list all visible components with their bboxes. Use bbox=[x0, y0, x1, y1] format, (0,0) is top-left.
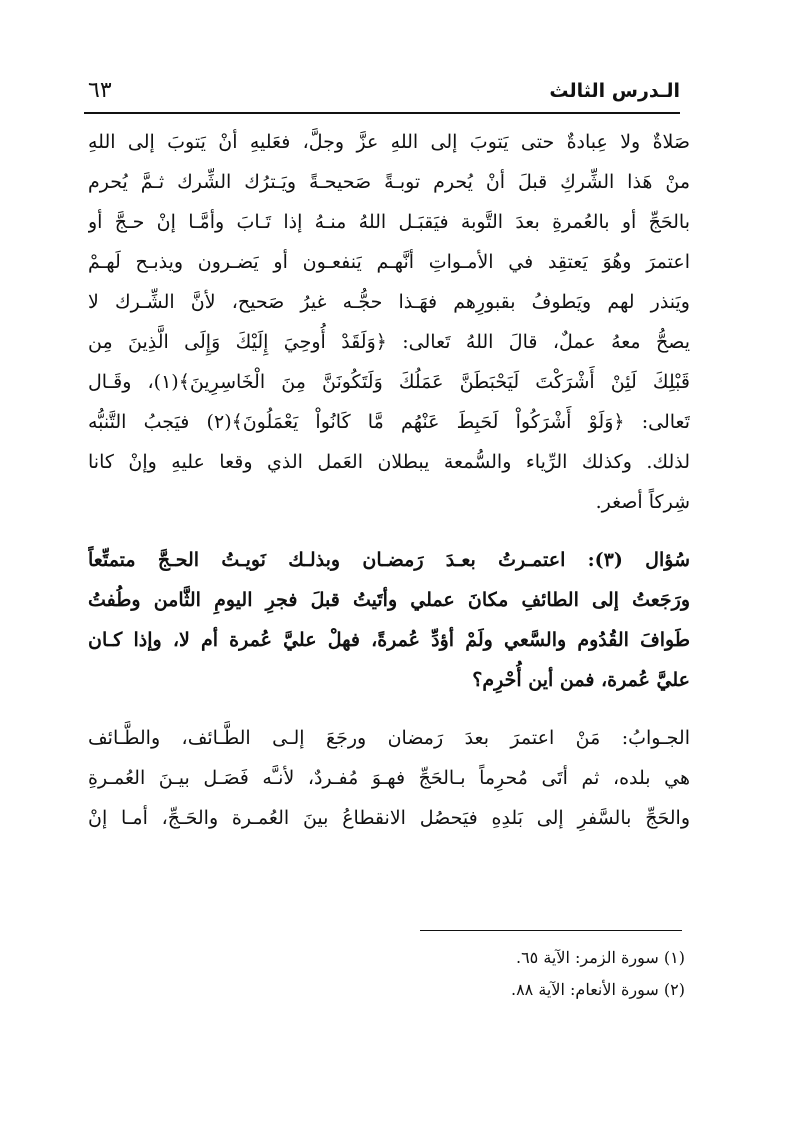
text-line: اعتمرَ وهُوَ يَعتقِد في الأمـواتِ أنَّهـم يَنفعـون أو يَضـرون ويذبـح لَهـمْ bbox=[88, 251, 690, 273]
text-line: لذلك. وكذلك الرِّياء والسُّمعة يبطلان العَمل الذي وقعا عليهِ وإنْ كانا bbox=[88, 451, 690, 473]
footnote-divider bbox=[420, 930, 682, 931]
question-line: سُؤال (٣): اعتمـرتُ بعـدَ رَمضـان وبذلـك نَويـتُ الحـجَّ متمتِّعاً bbox=[88, 549, 690, 571]
text-line: ويَنذر لهم ويَطوفُ بقبورِهم فهَـذا حجُّـه غيرُ صَحيح، لأنَّ الشِّـرك لا bbox=[88, 291, 690, 313]
text-line: تَعالى: ﴿وَلَوْ أَشْرَكُواْ لَحَبِطَ عَنْهُم مَّا كَانُواْ يَعْمَلُونَ﴾(٢) فيَجبُ التَّنبُّه bbox=[88, 411, 690, 433]
paragraph-1 bbox=[88, 122, 690, 522]
text-line: قَبْلِكَ لَئِنْ أَشْرَكْتَ لَيَحْبَطَنَّ عَمَلُكَ وَلَتَكُونَنَّ مِنَ الْخَاسِرِينَ﴾(١)، وقَـال bbox=[88, 371, 690, 393]
text-line: شِركاً أصغر. bbox=[595, 491, 690, 513]
text-line: يصحُّ معهُ عملٌ، قالَ اللهُ تَعالى: ﴿وَلَقَدْ أُوحِيَ إِلَيْكَ وَإِلَى الَّذِينَ مِن bbox=[88, 331, 690, 353]
question-paragraph bbox=[88, 540, 690, 700]
question-line: عليَّ عُمرة، فمن أين أُحْرِم؟ bbox=[472, 669, 690, 691]
paragraph-gap bbox=[88, 700, 690, 718]
answer-line: الجـوابُ: مَنْ اعتمرَ بعدَ رَمضان ورجَعَ إلـى الطَّـائف، والطَّـائف bbox=[88, 727, 690, 749]
lesson-title: الـدرس الثالث bbox=[549, 80, 680, 102]
text-line: منْ هَذا الشِّركِ قبلَ أنْ يُحرم توبـةً صَحيحـةً ويَـترُك الشِّرك ثـمَّ يُحرم bbox=[88, 171, 690, 193]
question-line: طَوافَ القُدُوم والسَّعي ولَمْ أؤدِّ عُمرةً، فهلْ عليَّ عُمرة أم لا، وإذا كـان bbox=[88, 629, 690, 651]
question-line: ورَجَعتُ إلى الطائفِ مكانَ عملي وأتَيتُ قبلَ فجرِ اليومِ الثَّامن وطُفتُ bbox=[88, 589, 690, 611]
text-line: صَلاةٌ ولا عِبادةٌ حتى يَتوبَ إلى اللهِ عزَّ وجلَّ، فعَليهِ أنْ يَتوبَ إلى اللهِ bbox=[88, 131, 690, 153]
footnote-2: (٢) سورة الأنعام: الآية ٨٨. bbox=[510, 980, 685, 999]
page-header bbox=[84, 76, 680, 114]
answer-paragraph bbox=[88, 718, 690, 838]
page-body bbox=[88, 122, 690, 838]
answer-line: هي بلده، ثم أتَى مُحرِماً بـالحَجِّ فهـوَ مُفـردٌ، لأنـَّه فَصَـل بيـنَ العُمـرةِ bbox=[88, 767, 690, 789]
footnote-1: (١) سورة الزمر: الآية ٦٥. bbox=[515, 948, 685, 967]
answer-line: والحَجِّ بالسَّفرِ إلى بَلدِهِ فيَحصُل الانقطاعُ بينَ العُمـرة والحَـجِّ، أمـا إنْ bbox=[88, 807, 690, 829]
footnotes bbox=[120, 942, 685, 1006]
page-number: ٦٣ bbox=[88, 78, 112, 103]
paragraph-gap bbox=[88, 522, 690, 540]
text-line: بالحَجِّ أو بالعُمرةِ بعدَ التَّوبة فيَقبَـل اللهُ منـهُ إذا تَـابَ وأمَّـا إنْ حـجَّ أو bbox=[88, 211, 690, 233]
